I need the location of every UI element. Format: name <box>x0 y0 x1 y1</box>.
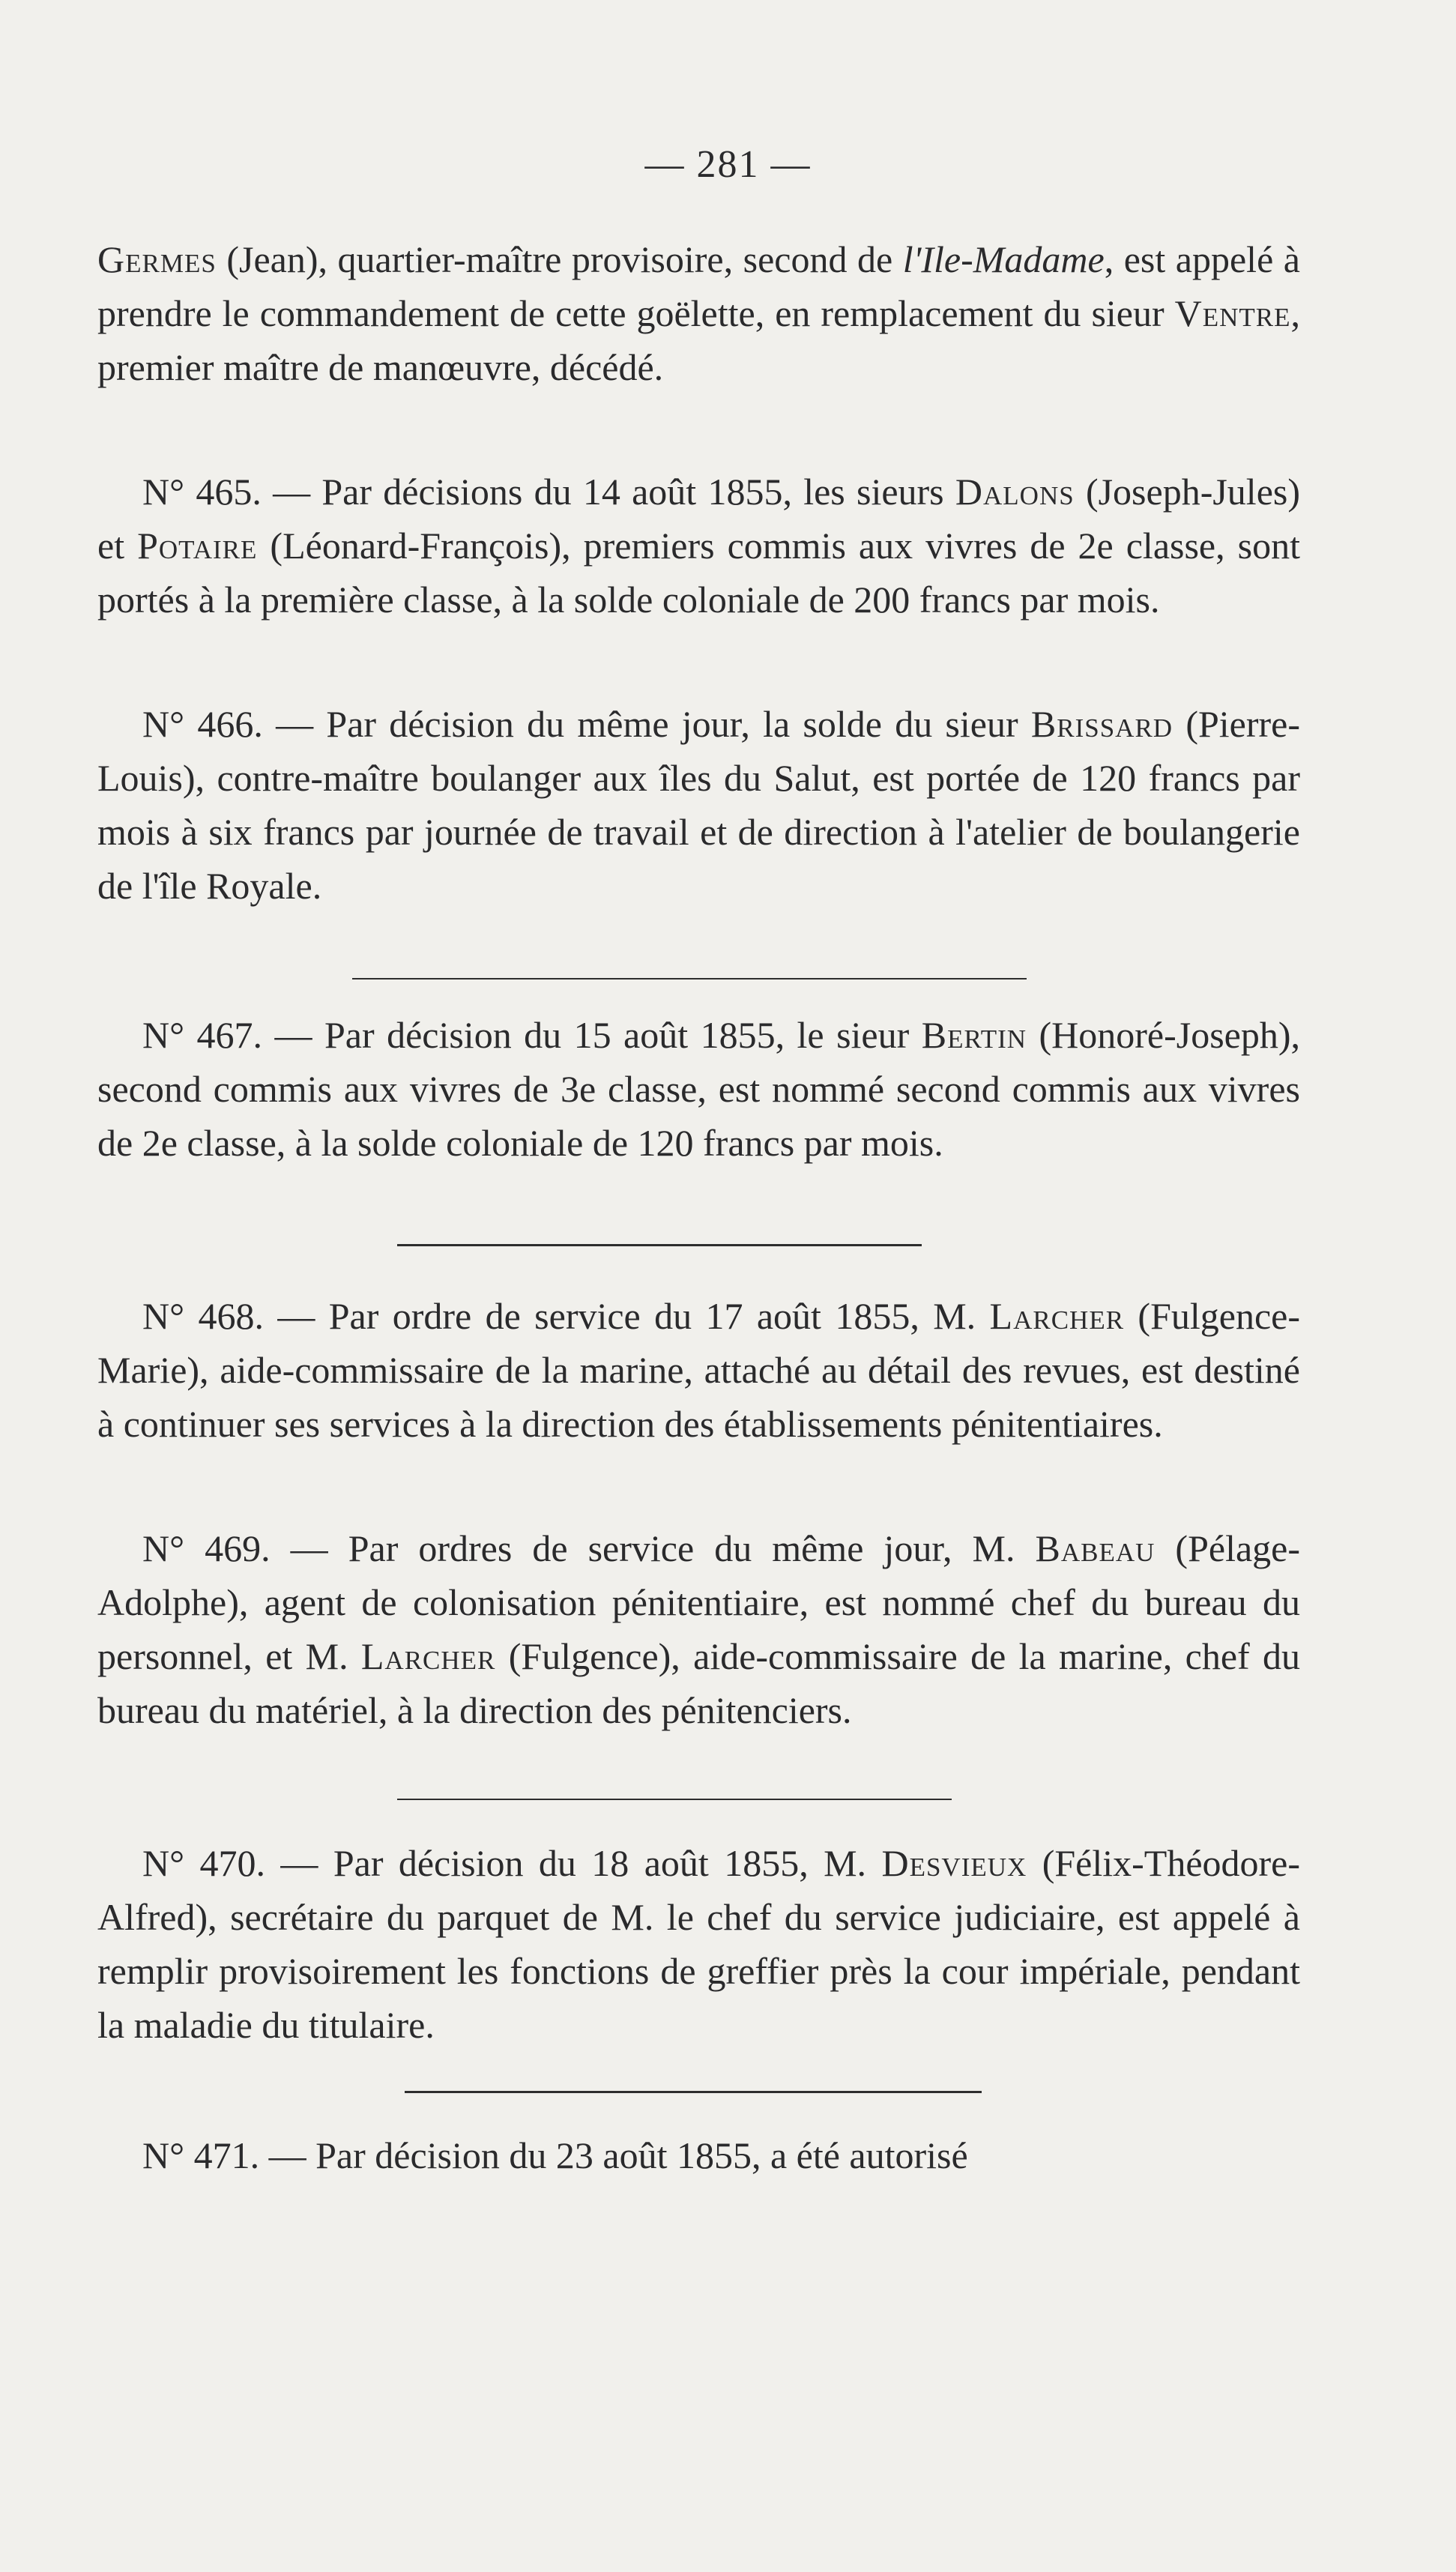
section-divider <box>397 1244 922 1246</box>
entry-text: (Félix-Théodore-Alfred), secrétaire du parquet de M. le chef du service judiciaire, est appelé à remplir provisoirement les fonctions de greffier près la cour impériale, pendant la maladie du titulaire. <box>97 1842 1301 2046</box>
person-name: Babeau <box>1035 1527 1156 1569</box>
entry-text: N° 466. — Par décision du même jour, la solde du sieur <box>142 703 1031 745</box>
ship-name: l'Ile-Madame <box>902 238 1105 280</box>
person-name: Larcher <box>989 1295 1125 1337</box>
entry-465 <box>97 465 1300 627</box>
entry-text: N° 469. — Par ordres de service du même jour, M. <box>142 1527 1036 1569</box>
entry-471 <box>97 2128 1300 2182</box>
entry-text: N° 470. — Par décision du 18 août 1855, M. <box>142 1842 882 1884</box>
entry-text: (Joseph-Jules) et <box>97 471 1300 567</box>
person-name: Brissard <box>1030 703 1173 745</box>
section-divider <box>352 978 1027 979</box>
person-name: Bertin <box>921 1014 1027 1056</box>
entry-text: , premier maître de manœuvre, décédé. <box>97 292 1300 388</box>
entry-text: (Fulgence-Marie), aide-commissaire de la marine, attaché au détail des revues, est destiné à continuer ses services à la direction des établissements pénitentiaires. <box>97 1295 1300 1445</box>
entry-text: N° 471. — Par décision du 23 août 1855, a été autorisé <box>142 2134 968 2176</box>
entry-468 <box>97 1289 1300 1451</box>
entry-text: (Fulgence), aide-commissaire de la marine, chef du bureau du matériel, à la direction des pénitenciers. <box>97 1635 1300 1731</box>
entry-466 <box>97 697 1300 913</box>
entry-467 <box>97 1008 1300 1170</box>
entry-469 <box>97 1521 1300 1737</box>
entry-text: (Jean), quartier-maître provisoire, second de <box>216 238 903 280</box>
entry-470 <box>97 1836 1300 2052</box>
entry-germes <box>97 232 1300 394</box>
entry-text: (Honoré-Joseph), second commis aux vivres de 3e classe, est nommé second commis aux vivres de 2e classe, à la solde coloniale de 120 francs par mois. <box>97 1014 1300 1164</box>
entry-text: (Pierre-Louis), contre-maître boulanger aux îles du Salut, est portée de 120 francs par mois à six francs par journée de travail et de direction à l'atelier de boulangerie de l'île Royale. <box>97 703 1301 907</box>
entry-text: (Pélage-Adolphe), agent de colonisation pénitentiaire, est nommé chef du bureau du personnel, et M. <box>97 1527 1300 1677</box>
person-name: Ventre <box>1174 292 1291 334</box>
page-number: — 281 — <box>644 143 812 186</box>
entry-text: , est appelé à prendre le commandement de cette goëlette, en remplacement du sieur <box>97 238 1300 334</box>
entry-text: (Léonard-François), premiers commis aux vivres de 2e classe, sont portés à la première classe, à la solde coloniale de 200 francs par mois. <box>97 525 1300 621</box>
person-name: Desvieux <box>881 1842 1027 1884</box>
person-name: Germes <box>97 238 217 280</box>
person-name: Larcher <box>360 1635 496 1677</box>
person-name: Dalons <box>955 471 1075 513</box>
section-divider <box>397 1799 952 1800</box>
entry-text: N° 465. — Par décisions du 14 août 1855, les sieurs <box>142 471 955 513</box>
entry-text: N° 468. — Par ordre de service du 17 août 1855, M. <box>142 1295 990 1337</box>
entry-text: N° 467. — Par décision du 15 août 1855, le sieur <box>142 1014 922 1056</box>
person-name: Potaire <box>137 525 258 567</box>
section-divider <box>405 2091 982 2093</box>
